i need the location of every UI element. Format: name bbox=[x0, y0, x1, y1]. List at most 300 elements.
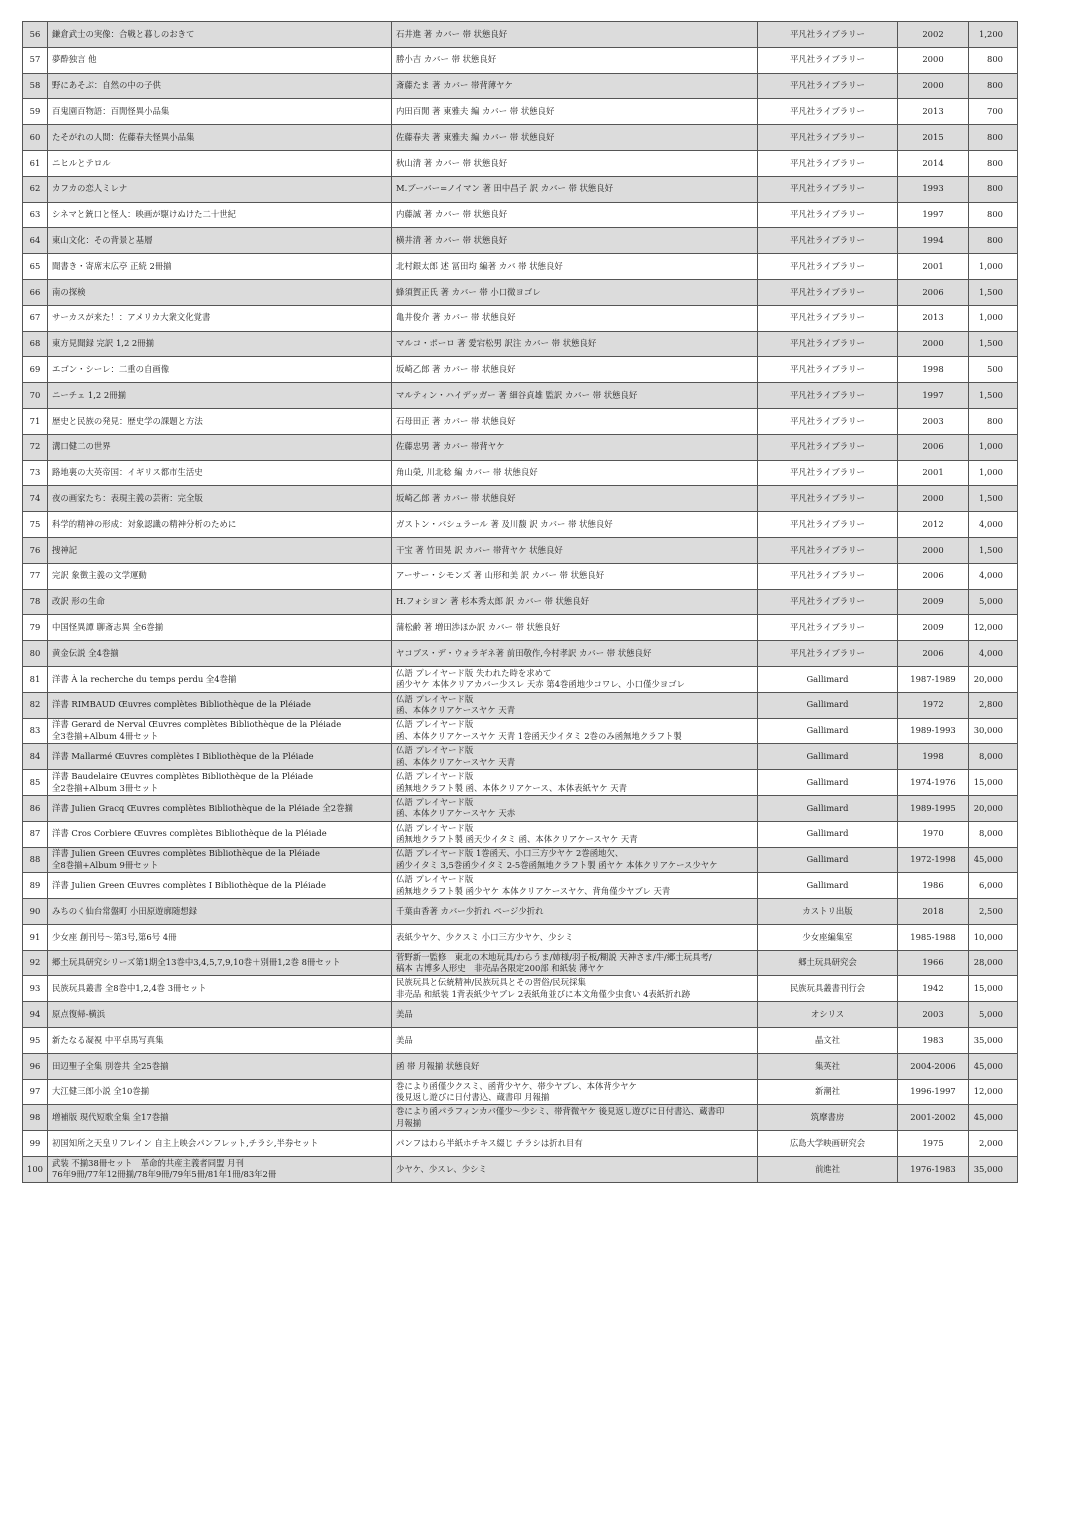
item-year: 1986 bbox=[898, 873, 969, 899]
item-note-line: 後見返し遊びに日付書込、蔵書印 月報揃 bbox=[396, 1092, 550, 1103]
item-note-line: 内田百閒 著 東雅夫 編 カバー 帯 状態良好 bbox=[396, 106, 555, 117]
item-note-line: ガストン・バシュラール 著 及川馥 訳 カバー 帯 状態良好 bbox=[396, 518, 613, 529]
item-year: 2014 bbox=[898, 150, 969, 176]
item-publisher: Gallimard bbox=[758, 744, 898, 770]
item-price: 10,000 bbox=[969, 924, 1018, 950]
item-year: 1993 bbox=[898, 176, 969, 202]
item-note-line: 干宝 著 竹田晃 訳 カバー 帯背ヤケ 状態良好 bbox=[396, 544, 563, 555]
item-title-line: シネマと銃口と怪人：映画が駆けぬけた二十世紀 bbox=[52, 209, 236, 220]
item-number: 73 bbox=[23, 460, 48, 486]
table-row bbox=[23, 408, 1018, 434]
item-number: 87 bbox=[23, 821, 48, 847]
item-year: 2000 bbox=[898, 537, 969, 563]
item-publisher: 集英社 bbox=[758, 1053, 898, 1079]
item-price: 800 bbox=[969, 150, 1018, 176]
item-title-line: 南の探検 bbox=[52, 286, 86, 297]
item-note-line: 函、本体クリアケースヤケ 天青 bbox=[396, 756, 516, 767]
item-number: 67 bbox=[23, 305, 48, 331]
item-title-line: 完訳 象徴主義の文学運動 bbox=[52, 570, 147, 581]
table-row bbox=[23, 1002, 1018, 1028]
item-year: 2012 bbox=[898, 512, 969, 538]
item-note-line: 函、本体クリアケースヤケ 天青 1巻函天少イタミ 2巻のみ函無地クラフト製 bbox=[396, 730, 682, 741]
item-year: 1970 bbox=[898, 821, 969, 847]
item-note bbox=[392, 357, 758, 383]
item-title bbox=[48, 305, 392, 331]
item-title bbox=[48, 563, 392, 589]
item-title bbox=[48, 125, 392, 151]
item-title bbox=[48, 744, 392, 770]
item-note bbox=[392, 615, 758, 641]
item-publisher: カストリ出版 bbox=[758, 899, 898, 925]
item-title-line: たそがれの人間：佐藤春夫怪異小品集 bbox=[52, 131, 195, 142]
item-price: 45,000 bbox=[969, 1053, 1018, 1079]
item-title bbox=[48, 950, 392, 976]
item-publisher: 平凡社ライブラリー bbox=[758, 486, 898, 512]
item-year: 1942 bbox=[898, 976, 969, 1002]
item-title-line: 民族玩具叢書 全8巻中1,2,4巻 3冊セット bbox=[52, 983, 207, 994]
item-price: 45,000 bbox=[969, 847, 1018, 873]
item-title-line: 全8巻揃+Album 9冊セット bbox=[52, 859, 159, 870]
item-year: 1989-1995 bbox=[898, 795, 969, 821]
item-note-line: 仏語 プレイヤード版 bbox=[396, 771, 474, 781]
item-number: 97 bbox=[23, 1079, 48, 1105]
item-publisher: 晶文社 bbox=[758, 1028, 898, 1054]
item-title-line: 捜神記 bbox=[52, 544, 78, 555]
item-publisher: 平凡社ライブラリー bbox=[758, 202, 898, 228]
item-title-line: 田辺聖子全集 別巻共 全25巻揃 bbox=[52, 1060, 169, 1071]
item-publisher: Gallimard bbox=[758, 847, 898, 873]
item-publisher: 平凡社ライブラリー bbox=[758, 512, 898, 538]
item-number: 84 bbox=[23, 744, 48, 770]
item-title-line: 洋書 Julien Green Œuvres complètes Bibliothèque de la Pléiade bbox=[52, 848, 320, 859]
item-price: 4,000 bbox=[969, 563, 1018, 589]
item-title bbox=[48, 1028, 392, 1054]
table-row bbox=[23, 305, 1018, 331]
item-publisher: 平凡社ライブラリー bbox=[758, 331, 898, 357]
item-number: 76 bbox=[23, 537, 48, 563]
item-title-line: 武装 不揃38冊セット 革命的共産主義者同盟 月刊 bbox=[52, 1157, 244, 1168]
table-row bbox=[23, 1105, 1018, 1131]
item-note bbox=[392, 770, 758, 796]
item-title bbox=[48, 692, 392, 718]
item-number: 100 bbox=[23, 1157, 48, 1183]
item-title bbox=[48, 434, 392, 460]
item-price: 2,500 bbox=[969, 899, 1018, 925]
catalog-table bbox=[22, 21, 1018, 1183]
item-title bbox=[48, 408, 392, 434]
item-title bbox=[48, 924, 392, 950]
item-note-line: 仏語 プレイヤード版 bbox=[396, 874, 474, 885]
item-number: 81 bbox=[23, 666, 48, 692]
item-note-line: 仏語 プレイヤード版 1巻函天、小口三方少ヤケ 2巻函地欠、 bbox=[396, 848, 624, 859]
item-note bbox=[392, 47, 758, 73]
item-note bbox=[392, 176, 758, 202]
item-title-line: 新たなる凝視 中平卓馬写真集 bbox=[52, 1034, 164, 1045]
item-note-line: 勝小吉 カバー 帯 状態良好 bbox=[396, 54, 497, 65]
table-row bbox=[23, 383, 1018, 409]
item-year: 1976-1983 bbox=[898, 1157, 969, 1183]
item-title-line: 中国怪異譚 聊斎志異 全6巻揃 bbox=[52, 621, 164, 632]
item-publisher: オシリス bbox=[758, 1002, 898, 1028]
item-title-line: サーカスが来た！：アメリカ大衆文化覚書 bbox=[52, 312, 211, 323]
item-year: 2000 bbox=[898, 486, 969, 512]
table-row bbox=[23, 641, 1018, 667]
item-note bbox=[392, 692, 758, 718]
item-publisher: 郷土玩具研究会 bbox=[758, 950, 898, 976]
item-publisher: 平凡社ライブラリー bbox=[758, 537, 898, 563]
item-title bbox=[48, 1079, 392, 1105]
item-title-line: 洋書 Julien Gracq Œuvres complètes Bibliothèque de la Pléiade 全2巻揃 bbox=[52, 802, 353, 813]
item-year: 1974-1976 bbox=[898, 770, 969, 796]
item-price: 800 bbox=[969, 408, 1018, 434]
item-year: 2006 bbox=[898, 563, 969, 589]
table-row bbox=[23, 1157, 1018, 1183]
item-year: 1998 bbox=[898, 357, 969, 383]
item-publisher: 平凡社ライブラリー bbox=[758, 150, 898, 176]
item-publisher: Gallimard bbox=[758, 666, 898, 692]
item-year: 2006 bbox=[898, 641, 969, 667]
table-row bbox=[23, 744, 1018, 770]
item-note bbox=[392, 666, 758, 692]
item-number: 94 bbox=[23, 1002, 48, 1028]
item-price: 2,800 bbox=[969, 692, 1018, 718]
item-note-line: ヤコブス・デ・ウォラギネ著 前田敬作,今村孝訳 カバー 帯 状態良好 bbox=[396, 647, 652, 658]
item-title bbox=[48, 228, 392, 254]
item-title bbox=[48, 279, 392, 305]
item-note-line: 仏語 プレイヤード版 失われた時を求めて bbox=[396, 667, 552, 678]
item-title bbox=[48, 486, 392, 512]
item-note bbox=[392, 460, 758, 486]
item-publisher: Gallimard bbox=[758, 692, 898, 718]
item-title-line: 原点復帰-横浜 bbox=[52, 1008, 106, 1019]
item-title bbox=[48, 1002, 392, 1028]
item-note bbox=[392, 73, 758, 99]
item-number: 95 bbox=[23, 1028, 48, 1054]
item-price: 800 bbox=[969, 176, 1018, 202]
item-year: 2009 bbox=[898, 589, 969, 615]
item-year: 2003 bbox=[898, 1002, 969, 1028]
item-publisher: 平凡社ライブラリー bbox=[758, 125, 898, 151]
catalog-body bbox=[23, 22, 1018, 1183]
item-publisher: Gallimard bbox=[758, 821, 898, 847]
item-title-line: 郷土玩具研究シリーズ第1期全13巻中3,4,5,7,9,10巻＋別冊1,2巻 8冊セット bbox=[52, 957, 341, 968]
item-publisher: 平凡社ライブラリー bbox=[758, 22, 898, 48]
item-number: 59 bbox=[23, 99, 48, 125]
item-price: 4,000 bbox=[969, 641, 1018, 667]
item-title bbox=[48, 1157, 392, 1183]
item-note-line: 仏語 プレイヤード版 bbox=[396, 745, 474, 756]
item-publisher: Gallimard bbox=[758, 795, 898, 821]
item-note bbox=[392, 873, 758, 899]
item-note bbox=[392, 563, 758, 589]
table-row bbox=[23, 770, 1018, 796]
item-note-line: 菅野新一監修 東北の木地玩具/わらうま/姉様/羽子板/糊説 天神さま/牛/郷土玩具考/ bbox=[396, 951, 712, 962]
table-row bbox=[23, 589, 1018, 615]
item-note bbox=[392, 537, 758, 563]
item-publisher: 平凡社ライブラリー bbox=[758, 434, 898, 460]
item-note-line: 千葉由香著 カバー少折れ ページ少折れ bbox=[396, 905, 544, 916]
item-year: 2013 bbox=[898, 305, 969, 331]
item-title bbox=[48, 976, 392, 1002]
item-publisher: 平凡社ライブラリー bbox=[758, 357, 898, 383]
item-note-line: 函少イタミ 3,5巻函少イタミ 2-5巻函無地クラフト製 函ヤケ 本体クリアケース少ヤケ bbox=[396, 859, 718, 870]
table-row bbox=[23, 22, 1018, 48]
item-title-line: 洋書 Mallarmé Œuvres complètes Ⅰ Bibliothèque de la Pléiade bbox=[52, 750, 314, 761]
item-number: 92 bbox=[23, 950, 48, 976]
item-year: 1985-1988 bbox=[898, 924, 969, 950]
item-number: 56 bbox=[23, 22, 48, 48]
item-note bbox=[392, 795, 758, 821]
item-year: 1972-1998 bbox=[898, 847, 969, 873]
item-title bbox=[48, 718, 392, 744]
item-number: 80 bbox=[23, 641, 48, 667]
item-price: 1,500 bbox=[969, 537, 1018, 563]
table-row bbox=[23, 357, 1018, 383]
item-year: 1983 bbox=[898, 1028, 969, 1054]
item-title bbox=[48, 666, 392, 692]
item-note-line: 函少ヤケ 本体クリアカバー少スレ 天赤 第4巻函地少コワレ、小口僅少ヨゴレ bbox=[396, 679, 685, 690]
item-publisher: 平凡社ライブラリー bbox=[758, 279, 898, 305]
item-note bbox=[392, 1131, 758, 1157]
item-title bbox=[48, 150, 392, 176]
item-publisher: 平凡社ライブラリー bbox=[758, 408, 898, 434]
item-note-line: 秋山清 著 カバー 帯 状態良好 bbox=[396, 157, 508, 168]
item-title-line: 歴史と民族の発見：歴史学の課題と方法 bbox=[52, 415, 203, 426]
item-number: 89 bbox=[23, 873, 48, 899]
item-note bbox=[392, 305, 758, 331]
item-note-line: 佐藤忠男 著 カバー 帯背ヤケ bbox=[396, 441, 505, 452]
item-number: 77 bbox=[23, 563, 48, 589]
item-title bbox=[48, 795, 392, 821]
item-title-line: ニヒルとテロル bbox=[52, 157, 111, 168]
item-publisher: 少女座編集室 bbox=[758, 924, 898, 950]
item-note bbox=[392, 383, 758, 409]
item-note bbox=[392, 408, 758, 434]
item-price: 1,200 bbox=[969, 22, 1018, 48]
table-row bbox=[23, 718, 1018, 744]
table-row bbox=[23, 99, 1018, 125]
item-price: 30,000 bbox=[969, 718, 1018, 744]
table-row bbox=[23, 950, 1018, 976]
item-year: 2015 bbox=[898, 125, 969, 151]
item-price: 1,000 bbox=[969, 434, 1018, 460]
item-number: 68 bbox=[23, 331, 48, 357]
item-note bbox=[392, 125, 758, 151]
item-title bbox=[48, 899, 392, 925]
table-row bbox=[23, 47, 1018, 73]
item-title bbox=[48, 537, 392, 563]
item-price: 800 bbox=[969, 125, 1018, 151]
item-note bbox=[392, 744, 758, 770]
table-row bbox=[23, 537, 1018, 563]
item-number: 82 bbox=[23, 692, 48, 718]
item-number: 69 bbox=[23, 357, 48, 383]
item-number: 72 bbox=[23, 434, 48, 460]
item-note-line: 蜂須賀正氏 著 カバー 帯 小口微ヨゴレ bbox=[396, 286, 541, 297]
item-publisher: 平凡社ライブラリー bbox=[758, 383, 898, 409]
item-title bbox=[48, 73, 392, 99]
item-note bbox=[392, 899, 758, 925]
item-title-line: 黄金伝説 全4巻揃 bbox=[52, 647, 119, 658]
item-price: 800 bbox=[969, 47, 1018, 73]
item-note-line: 仏語 プレイヤード版 bbox=[396, 822, 474, 833]
item-note bbox=[392, 254, 758, 280]
item-title bbox=[48, 821, 392, 847]
item-note bbox=[392, 976, 758, 1002]
item-number: 99 bbox=[23, 1131, 48, 1157]
item-publisher: 平凡社ライブラリー bbox=[758, 641, 898, 667]
item-note-line: 坂崎乙郎 著 カバー 帯 状態良好 bbox=[396, 492, 516, 503]
item-note bbox=[392, 1105, 758, 1131]
item-note bbox=[392, 821, 758, 847]
item-publisher: 平凡社ライブラリー bbox=[758, 47, 898, 73]
item-publisher: 平凡社ライブラリー bbox=[758, 460, 898, 486]
item-title-line: ニーチェ 1,2 2冊揃 bbox=[52, 389, 126, 400]
item-title-line: 夜の画家たち：表現主義の芸術：完全版 bbox=[52, 492, 203, 503]
item-number: 85 bbox=[23, 770, 48, 796]
table-row bbox=[23, 1028, 1018, 1054]
item-number: 78 bbox=[23, 589, 48, 615]
item-note-line: 表紙少ヤケ、少クスミ 小口三方少ヤケ、少シミ bbox=[396, 931, 574, 942]
item-note-line: 美品 bbox=[396, 1034, 413, 1045]
table-row bbox=[23, 1079, 1018, 1105]
item-note-line: 稿本 古博多人形史 非売品各限定200部 和紙装 薄ヤケ bbox=[396, 963, 605, 974]
item-title-line: 洋書 Baudelaire Œuvres complètes Bibliothèque de la Pléiade bbox=[52, 771, 314, 781]
item-note-line: 月報揃 bbox=[396, 1117, 422, 1128]
item-title bbox=[48, 254, 392, 280]
item-number: 74 bbox=[23, 486, 48, 512]
item-publisher: 平凡社ライブラリー bbox=[758, 589, 898, 615]
item-number: 64 bbox=[23, 228, 48, 254]
item-note bbox=[392, 950, 758, 976]
item-note-line: 蒲松齢 著 増田渉ほか訳 カバー 帯 状態良好 bbox=[396, 621, 561, 632]
item-price: 1,000 bbox=[969, 305, 1018, 331]
item-title-line: 路地裏の大英帝国：イギリス都市生活史 bbox=[52, 467, 203, 478]
table-row bbox=[23, 125, 1018, 151]
item-publisher: 平凡社ライブラリー bbox=[758, 305, 898, 331]
item-price: 35,000 bbox=[969, 1028, 1018, 1054]
item-price: 700 bbox=[969, 99, 1018, 125]
table-row bbox=[23, 73, 1018, 99]
item-publisher: 平凡社ライブラリー bbox=[758, 254, 898, 280]
item-note bbox=[392, 22, 758, 48]
item-price: 4,000 bbox=[969, 512, 1018, 538]
item-year: 2003 bbox=[898, 408, 969, 434]
item-note bbox=[392, 1079, 758, 1105]
item-note-line: 斎藤たま 著 カバー 帯背薄ヤケ bbox=[396, 80, 513, 91]
item-note-line: 横井清 著 カバー 帯 状態良好 bbox=[396, 235, 508, 246]
item-note-line: 函無地クラフト製 函天少イタミ 函、本体クリアケースヤケ 天青 bbox=[396, 834, 638, 845]
item-title-line: 76年9冊/77年12冊揃/78年9冊/79年5冊/81年1冊/83年2冊 bbox=[52, 1169, 277, 1180]
table-row bbox=[23, 1053, 1018, 1079]
item-price: 5,000 bbox=[969, 589, 1018, 615]
item-title-line: 聞書き・寄席末広亭 正続 2冊揃 bbox=[52, 260, 172, 271]
item-note-line: アーサー・シモンズ 著 山形和美 訳 カバー 帯 状態良好 bbox=[396, 570, 605, 581]
table-row bbox=[23, 666, 1018, 692]
item-number: 96 bbox=[23, 1053, 48, 1079]
item-note-line: 函無地クラフト製 函少ヤケ 本体クリアケースヤケ、背角僅少ヤブレ 天青 bbox=[396, 885, 671, 896]
item-number: 75 bbox=[23, 512, 48, 538]
item-note-line: 石井進 著 カバー 帯 状態良好 bbox=[396, 28, 508, 39]
item-title bbox=[48, 615, 392, 641]
item-note-line: 民族玩具と伝統精神/民族玩具とその習俗/民玩採集 bbox=[396, 977, 586, 988]
item-title bbox=[48, 1053, 392, 1079]
item-title bbox=[48, 512, 392, 538]
item-title bbox=[48, 176, 392, 202]
item-title-line: 初国知所之天皇リフレイン 自主上映会パンフレット,チラシ,半券セット bbox=[52, 1137, 319, 1148]
item-title-line: 溝口健二の世界 bbox=[52, 441, 111, 452]
item-publisher: 新潮社 bbox=[758, 1079, 898, 1105]
item-note bbox=[392, 924, 758, 950]
item-note bbox=[392, 589, 758, 615]
item-price: 5,000 bbox=[969, 1002, 1018, 1028]
item-year: 1989-1993 bbox=[898, 718, 969, 744]
item-note bbox=[392, 228, 758, 254]
item-price: 15,000 bbox=[969, 770, 1018, 796]
item-title-line: 洋書 RIMBAUD Œuvres complètes Bibliothèque de la Pléiade bbox=[52, 699, 312, 710]
item-note bbox=[392, 847, 758, 873]
table-row bbox=[23, 279, 1018, 305]
item-note-line: 函 帯 月報揃 状態良好 bbox=[396, 1060, 480, 1071]
item-title bbox=[48, 202, 392, 228]
item-year: 2018 bbox=[898, 899, 969, 925]
item-note bbox=[392, 150, 758, 176]
table-row bbox=[23, 434, 1018, 460]
item-title bbox=[48, 1131, 392, 1157]
item-price: 800 bbox=[969, 73, 1018, 99]
item-publisher: Gallimard bbox=[758, 718, 898, 744]
item-publisher: 平凡社ライブラリー bbox=[758, 176, 898, 202]
item-title bbox=[48, 873, 392, 899]
item-note-line: 函、本体クリアケースヤケ 天青 bbox=[396, 705, 516, 716]
item-price: 2,000 bbox=[969, 1131, 1018, 1157]
item-note-line: 石母田正 著 カバー 帯 状態良好 bbox=[396, 415, 516, 426]
item-title-line: 東方見聞録 完訳 1,2 2冊揃 bbox=[52, 338, 155, 349]
item-note bbox=[392, 1053, 758, 1079]
item-note-line: 少ヤケ、少スレ、少シミ bbox=[396, 1163, 487, 1174]
item-note-line: 仏語 プレイヤード版 bbox=[396, 719, 474, 730]
table-row bbox=[23, 976, 1018, 1002]
item-note bbox=[392, 718, 758, 744]
item-number: 70 bbox=[23, 383, 48, 409]
item-publisher: 前進社 bbox=[758, 1157, 898, 1183]
item-publisher: 平凡社ライブラリー bbox=[758, 615, 898, 641]
table-row bbox=[23, 1131, 1018, 1157]
item-note bbox=[392, 1002, 758, 1028]
item-publisher: 平凡社ライブラリー bbox=[758, 563, 898, 589]
table-row bbox=[23, 847, 1018, 873]
item-number: 83 bbox=[23, 718, 48, 744]
item-year: 2001 bbox=[898, 254, 969, 280]
item-note-line: 北村銀太郎 述 冨田均 編著 カバ 帯 状態良好 bbox=[396, 260, 563, 271]
item-number: 91 bbox=[23, 924, 48, 950]
item-title bbox=[48, 22, 392, 48]
item-year: 1996-1997 bbox=[898, 1079, 969, 1105]
item-publisher: 平凡社ライブラリー bbox=[758, 99, 898, 125]
item-title-line: 大江健三郎小説 全10巻揃 bbox=[52, 1086, 150, 1097]
item-title bbox=[48, 331, 392, 357]
item-title bbox=[48, 589, 392, 615]
item-price: 1,000 bbox=[969, 254, 1018, 280]
item-publisher: 平凡社ライブラリー bbox=[758, 228, 898, 254]
item-note bbox=[392, 434, 758, 460]
item-year: 1966 bbox=[898, 950, 969, 976]
item-title-line: 百鬼園百物語：百閒怪異小品集 bbox=[52, 106, 170, 117]
item-number: 65 bbox=[23, 254, 48, 280]
item-price: 1,500 bbox=[969, 486, 1018, 512]
item-number: 98 bbox=[23, 1105, 48, 1131]
item-note-line: パンフはわら半紙ホチキス綴じ チラシは折れ目有 bbox=[396, 1137, 583, 1148]
